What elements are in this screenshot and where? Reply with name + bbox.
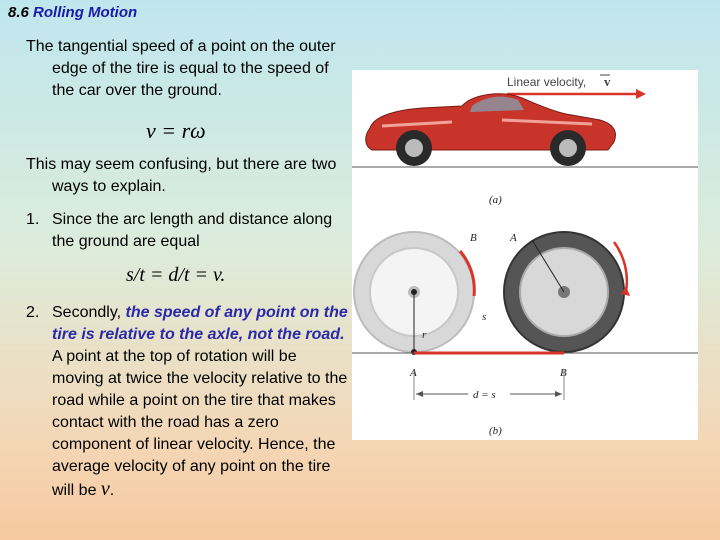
list-text-2-pre: Secondly,	[52, 304, 126, 321]
intro-text: The tangential speed of a point on the outer edge of the tire is equal to the speed of the car over the ground.	[26, 38, 336, 99]
intro-paragraph	[26, 36, 346, 102]
label-s: s	[482, 311, 487, 323]
rolling-figure	[352, 70, 698, 440]
caption-a: (a)	[489, 194, 502, 206]
caption-b: (b)	[489, 425, 502, 437]
list-text-2-highlight: the speed of any point on the tire is relative to the axle, not the road.	[52, 304, 348, 343]
axle-left	[411, 289, 417, 295]
list-item-1	[26, 209, 348, 253]
list-text-2	[52, 302, 348, 502]
list-text-2-v: v	[100, 478, 110, 500]
label-d-equals-s: d = s	[473, 389, 496, 401]
equation-s-d-v: s/t = d/t = v.	[126, 264, 226, 286]
list-number-1: 1.	[26, 211, 40, 228]
section-number: 8.6	[8, 4, 29, 21]
label-b-bottom: B	[560, 367, 567, 379]
list-text-2-post: A point at the top of rotation will be moving at twice the velocity relative to the road while a point on the tire that makes contact with the road has a zero component of linear velocity. Hence, the average velocity of any point on the tire will be	[52, 348, 348, 499]
explain-paragraph	[26, 154, 346, 198]
dim-arrow-left	[416, 391, 423, 397]
list-text-2-end: .	[109, 482, 115, 499]
section-title: Rolling Motion	[33, 4, 138, 21]
velocity-label: Linear velocity,	[507, 75, 587, 89]
dim-arrow-right	[555, 391, 562, 397]
car-icon	[366, 94, 616, 166]
velocity-symbol: v	[604, 74, 611, 89]
figure-svg	[352, 70, 698, 440]
label-a-top: A	[510, 232, 517, 244]
explain-text: This may seem confusing, but there are two ways to explain.	[26, 156, 337, 195]
list-text-1: Since the arc length and distance along the ground are equal	[52, 211, 333, 250]
label-b-top: B	[470, 232, 477, 244]
label-a-bottom: A	[410, 367, 417, 379]
slide-title	[8, 4, 137, 21]
velocity-arrowhead	[636, 89, 646, 99]
label-r: r	[422, 329, 427, 341]
list-item-2	[26, 302, 348, 502]
equation-v-r-omega: v = rω	[146, 118, 206, 143]
list-number-2: 2.	[26, 304, 40, 321]
